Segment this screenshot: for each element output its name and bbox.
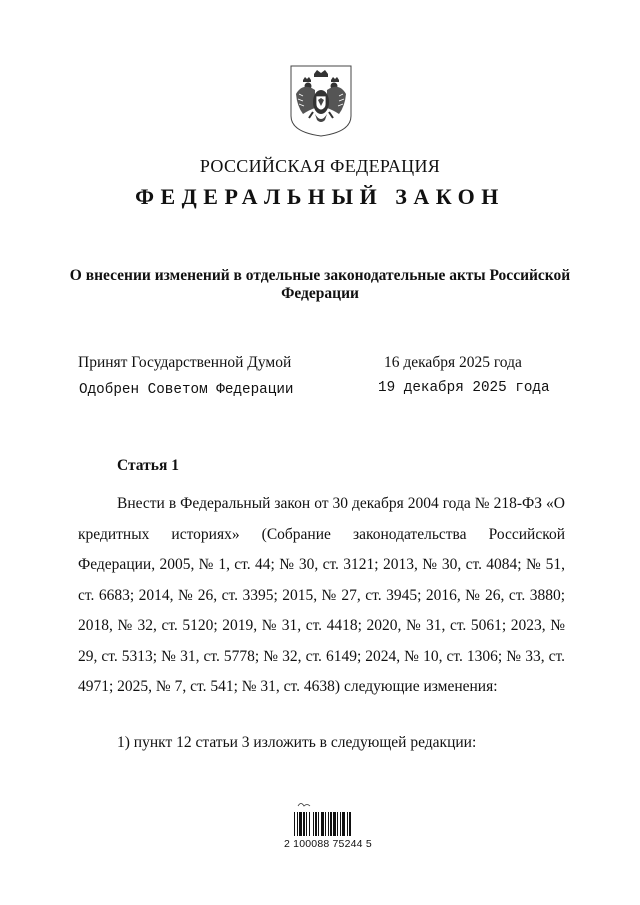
article-title: Статья 1 (117, 457, 179, 474)
approved-by-council-label: Одобрен Советом Федерации (79, 382, 294, 398)
country-heading: РОССИЙСКАЯ ФЕДЕРАЦИЯ (199, 156, 441, 176)
coat-of-arms-emblem (289, 64, 353, 138)
document-type-heading: ФЕДЕРАЛЬНЫЙ ЗАКОН (135, 184, 505, 209)
list-item: 1) пункт 12 статьи 3 изложить в следующей редакции: (117, 734, 477, 751)
law-subject-title: О внесении изменений в отдельные законодательные акты Российской Федерации (69, 267, 571, 302)
adopted-date: 16 декабря 2025 года (384, 354, 522, 371)
barcode-number: 2 100088 75244 5 (284, 838, 372, 850)
article-paragraph: Внести в Федеральный закон от 30 декабря 2004 года № 218-ФЗ «О кредитных историях» (Собрание законодательства Российской Федерации, 2005, № 1, ст. 44; № 30, ст. 3121; 2013, № 30, ст. 4084; № 51, ст. 6683; 2014, № 26, ст. 3395; 2015, № 27, ст. 3945; 2016, № 26, ст. 3880; 2018, № 32, ст. 5120; 2019, № 31, ст. 4418; 2020, № 31, ст. 5061; 2023, № 29, ст. 5313; № 31, ст. 5778; № 32, ст. 6149; 2024, № 10, ст. 1306; № 33, ст. 4971; 2025, № 7, ст. 541; № 31, ст. 4638) следующие изменения: (78, 495, 565, 695)
adopted-by-duma-label: Принят Государственной Думой (78, 354, 292, 371)
approved-date: 19 декабря 2025 года (378, 380, 550, 396)
